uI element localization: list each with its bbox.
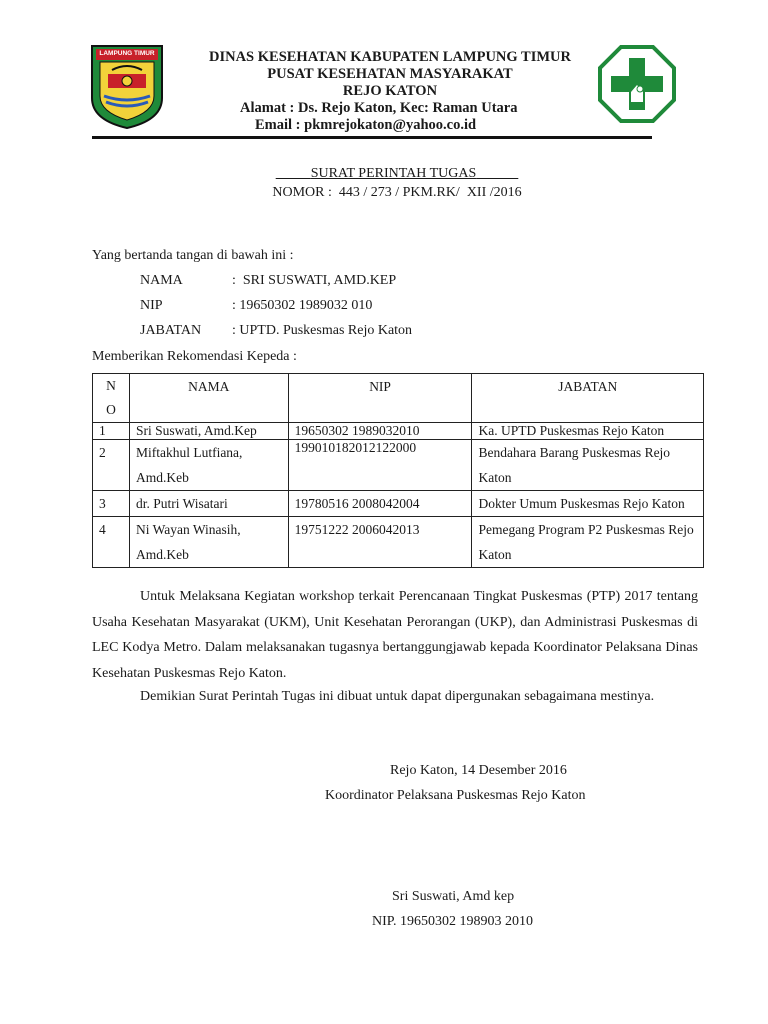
email-line: Email : pkmrejokaton@yahoo.co.id bbox=[255, 117, 477, 133]
row-no: 2 bbox=[93, 440, 130, 491]
row-jabatan: Bendahara Barang Puskesmas Rejo Katon bbox=[472, 440, 704, 491]
puskesmas-logo bbox=[597, 44, 677, 124]
intro-text: Yang bertanda tangan di bawah ini : bbox=[92, 248, 294, 263]
table-row bbox=[93, 423, 704, 440]
signer-position-value: : UPTD. Puskesmas Rejo Katon bbox=[232, 323, 413, 338]
signer-name-value: : SRI SUSWATI, AMD.KEP bbox=[232, 273, 397, 288]
agency-line-3: REJO KATON bbox=[342, 83, 438, 99]
signer-nip-value: : 19650302 1989032 010 bbox=[232, 298, 373, 313]
recommendation-table bbox=[92, 373, 704, 568]
row-nip: 199010182012122000 bbox=[288, 440, 472, 491]
emblem-label: LAMPUNG TIMUR bbox=[99, 50, 155, 57]
col-nama-header: NAMA bbox=[129, 374, 288, 423]
address-line: Alamat : Ds. Rejo Katon, Kec: Raman Utara bbox=[240, 100, 518, 116]
row-jabatan: Pemegang Program P2 Puskesmas Rejo Katon bbox=[472, 517, 704, 568]
signature-place-date: Rejo Katon, 14 Desember 2016 bbox=[390, 763, 567, 778]
letter-title bbox=[92, 166, 702, 182]
signer-name-label: NAMA bbox=[140, 273, 183, 288]
signer-nip-label: NIP bbox=[140, 298, 163, 313]
table-row bbox=[93, 517, 704, 568]
row-jabatan: Dokter Umum Puskesmas Rejo Katon bbox=[472, 491, 704, 517]
row-jabatan: Ka. UPTD Puskesmas Rejo Katon bbox=[472, 423, 704, 440]
row-nip: 19650302 1989032010 bbox=[288, 423, 472, 440]
col-jabatan-header: JABATAN bbox=[472, 374, 704, 423]
table-row bbox=[93, 440, 704, 491]
col-nip-header: NIP bbox=[288, 374, 472, 423]
row-nip: 19780516 2008042004 bbox=[288, 491, 472, 517]
signature-position: Koordinator Pelaksana Puskesmas Rejo Katon bbox=[325, 788, 586, 803]
body-paragraph-2: Demikian Surat Perintah Tugas ini dibuat untuk dapat dipergunakan sebagaimana mestinya. bbox=[140, 689, 655, 704]
body-paragraph-1: Untuk Melaksana Kegiatan workshop terkait Perencanaan Tingkat Puskesmas (PTP) 2017 tentang Usaha Kesehatan Masyarakat (UKM), Unit Kesehatan Perorangan (UKP), dan Administrasi Puskesmas di LEC Kodya Metro. Dalam melaksanakan tugasnya bertanggungjawab kepada Koordinator Pelaksana Dinas Kesehatan Puskesmas Rejo Katon. bbox=[92, 589, 698, 681]
agency-line-2: PUSAT KESEHATAN MASYARAKAT bbox=[267, 66, 513, 82]
recommend-label: Memberikan Rekomendasi Kepeda : bbox=[92, 349, 297, 364]
header-divider bbox=[92, 136, 652, 139]
signer-position-label: JABATAN bbox=[140, 323, 202, 338]
signature-name: Sri Suswati, Amd kep bbox=[392, 889, 515, 904]
row-nama: Ni Wayan Winasih, Amd.Keb bbox=[129, 517, 288, 568]
row-no: 4 bbox=[93, 517, 130, 568]
row-nip: 19751222 2006042013 bbox=[288, 517, 472, 568]
row-nama: dr. Putri Wisatari bbox=[129, 491, 288, 517]
row-no: 1 bbox=[93, 423, 130, 440]
row-no: 3 bbox=[93, 491, 130, 517]
row-nama: Sri Suswati, Amd.Kep bbox=[129, 423, 288, 440]
signature-nip: NIP. 19650302 198903 2010 bbox=[372, 914, 534, 929]
row-nama: Miftakhul Lutfiana, Amd.Keb bbox=[129, 440, 288, 491]
lampung-timur-emblem bbox=[90, 44, 164, 130]
agency-line-1: DINAS KESEHATAN KABUPATEN LAMPUNG TIMUR bbox=[209, 49, 571, 65]
table-header-row bbox=[93, 374, 704, 423]
letter-number: NOMOR : 443 / 273 / PKM.RK/ XII /2016 bbox=[272, 185, 522, 200]
col-no-header: N O bbox=[93, 374, 130, 423]
letter-title-text: SURAT PERINTAH TUGAS bbox=[310, 166, 477, 181]
table-row bbox=[93, 491, 704, 517]
